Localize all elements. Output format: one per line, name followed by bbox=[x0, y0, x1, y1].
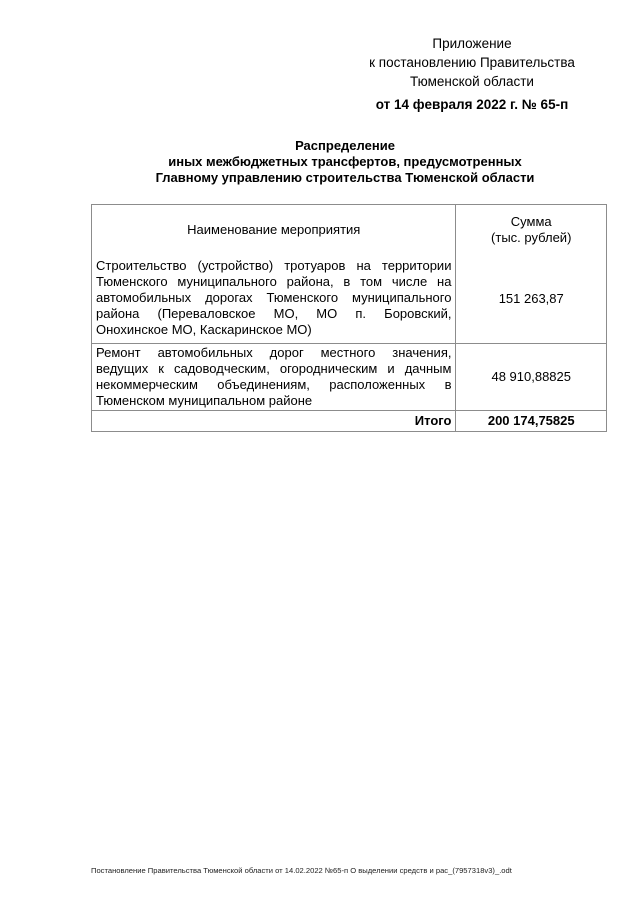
total-label-cell: Итого bbox=[92, 411, 456, 432]
annex-line-2: к постановлению Правительства bbox=[369, 55, 575, 70]
row-sum-cell: 151 263,87 bbox=[456, 255, 607, 344]
title-line-3: Главному управлению строительства Тюменской области bbox=[155, 170, 535, 185]
row-name-cell: Строительство (устройство) тротуаров на территории Тюменского муниципального района, в том числе на автомобильных дорогах Тюменского муниципального района (Перевaловское МО, МО п. Боровский, Онохинское МО, Каскаринское МО) bbox=[92, 255, 456, 344]
annex-block bbox=[352, 34, 592, 114]
row-name-cell: Ремонт автомобильных дорог местного значения, ведущих к садоводческим, огородническим и дачным некоммерческим объединениям, расположенных в Тюменском муниципальном районе bbox=[92, 344, 456, 411]
distribution-table bbox=[91, 204, 607, 432]
header-sum-label: Сумма bbox=[510, 214, 552, 229]
table-header-row bbox=[92, 205, 607, 256]
table-total-row bbox=[92, 411, 607, 432]
header-sum-cell bbox=[456, 205, 607, 256]
title-line-2: иных межбюджетных трансфертов, предусмотренных bbox=[168, 154, 522, 169]
row-sum-cell: 48 910,88825 bbox=[456, 344, 607, 411]
header-sum-unit: (тыс. рублей) bbox=[491, 230, 572, 245]
document-title bbox=[0, 138, 640, 186]
table-row bbox=[92, 344, 607, 411]
header-name-cell: Наименование мероприятия bbox=[92, 205, 456, 256]
annex-line-1: Приложение bbox=[432, 36, 512, 51]
table-row bbox=[92, 255, 607, 344]
annex-line-3: Тюменской области bbox=[410, 74, 534, 89]
page-footer: Постановление Правительства Тюменской области от 14.02.2022 №65-п О выделении средств и рас_(7957318v3)_.odt bbox=[91, 866, 512, 875]
title-line-1: Распределение bbox=[295, 138, 395, 153]
total-sum-cell: 200 174,75825 bbox=[456, 411, 607, 432]
annex-date-number: от 14 февраля 2022 г. № 65-п bbox=[375, 97, 569, 112]
